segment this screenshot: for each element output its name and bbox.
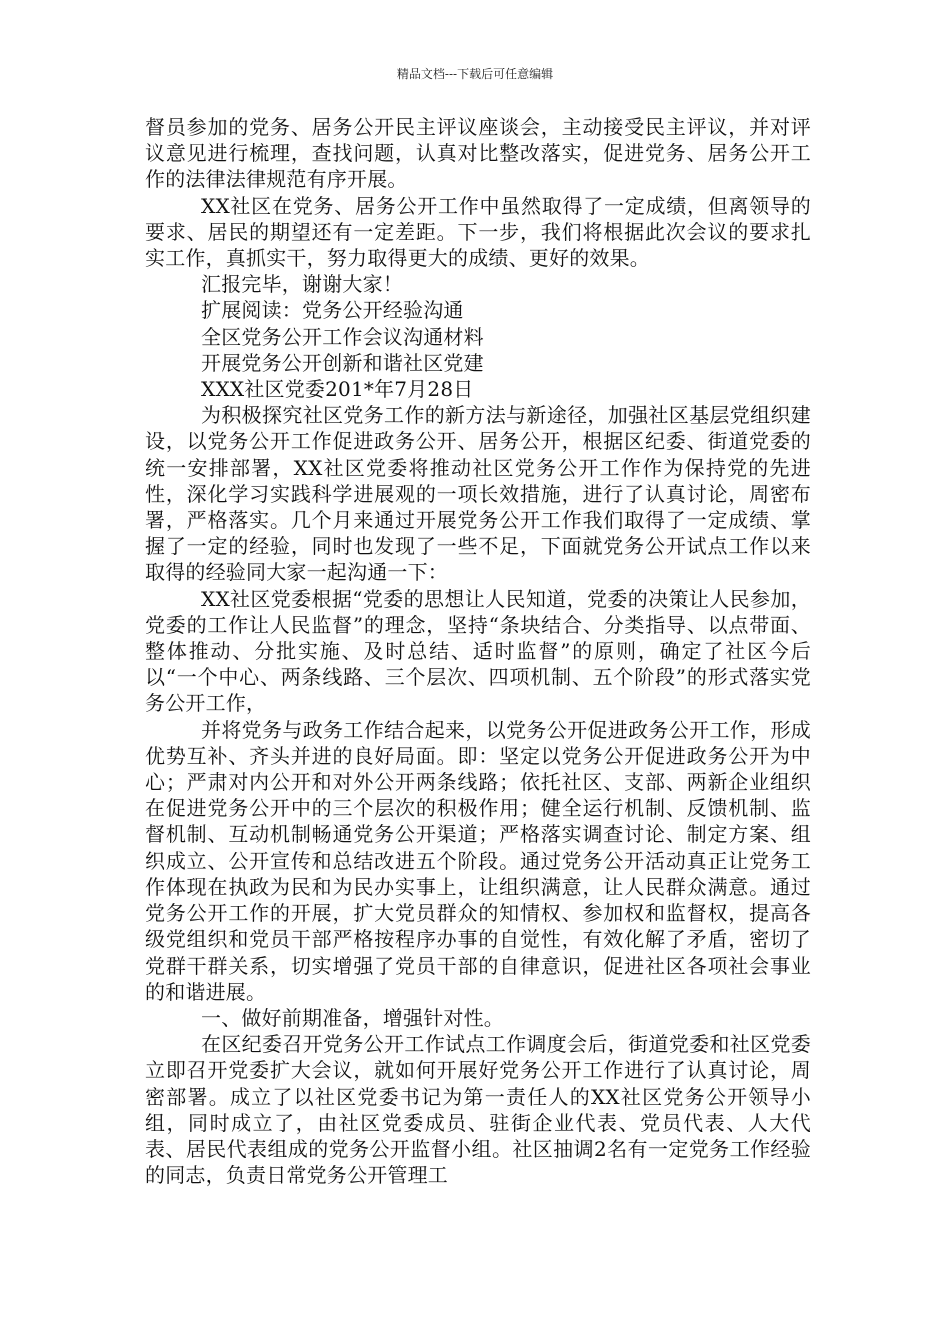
paragraph-1: 督员参加的党务、居务公开民主评议座谈会，主动接受民主评议，并对评议意见进行梳理，查找问题，认真对比整改落实，促进党务、居务公开工作的法律法律规范有序开展。	[145, 115, 811, 192]
paragraph-7: XXX社区党委201*年7月28日	[201, 377, 474, 402]
paragraph-8: 为积极探究社区党务工作的新方法与新途径，加强社区基层党组织建设，以党务公开工作促进政务公开、居务公开，根据区纪委、街道党委的统一安排部署，XX社区党委将推动社区党务公开工作作为保持党的先进性，深化学习实践科学进展观的一项长效措施，进行了认真讨论，周密布署，严格落实。几个月来通过开展党务公开工作我们取得了一定成绩、掌握了一定的经验，同时也发现了一些不足，下面就党务公开试点工作以来取得的经验同大家一起沟通一下：	[145, 403, 811, 585]
paragraph-10: 并将党务与政务工作结合起来，以党务公开促进政务公开工作，形成优势互补、齐头并进的良好局面。即：坚定以党务公开促进政务公开为中心；严肃对内公开和对外公开两条线路；依托社区、支部、两新企业组织在促进党务公开中的三个层次的积极作用；健全运行机制、反馈机制、监督机制、互动机制畅通党务公开渠道；严格落实调查讨论、制定方案、组织成立、公开宣传和总结改进五个阶段。通过党务公开活动真正让党务工作体现在执政为民和为民办实事上，让组织满意，让人民群众满意。通过党务公开工作的开展，扩大党员群众的知情权、参加权和监督权，提高各级党组织和党员干部严格按程序办事的自觉性，有效化解了矛盾，密切了党群干群关系，切实增强了党员干部的自律意识，促进社区各项社会事业的和谐进展。	[145, 717, 811, 1004]
paragraph-4: 扩展阅读：党务公开经验沟通	[201, 298, 464, 323]
paragraph-9: XX社区党委根据“党委的思想让人民知道，党委的决策让人民参加，党委的工作让人民监督”的理念，坚持“条块结合、分类指导、以点带面、整体推动、分批实施、及时总结、适时监督”的原则，确定了社区今后以“一个中心、两条线路、三个层次、四项机制、五个阶段”的形式落实党务公开工作，	[145, 586, 811, 716]
paragraph-6: 开展党务公开创新和谐社区党建	[201, 350, 484, 375]
paragraph-2: XX社区在党务、居务公开工作中虽然取得了一定成绩，但离领导的要求、居民的期望还有一定差距。下一步，我们将根据此次会议的要求扎实工作，真抓实干，努力取得更大的成绩、更好的效果。	[145, 193, 811, 271]
paragraph-11: 一、做好前期准备，增强针对性。	[201, 1005, 504, 1030]
paragraph-3: 汇报完毕，谢谢大家！	[201, 272, 403, 297]
document-body	[145, 114, 811, 1188]
paragraph-5: 全区党务公开工作会议沟通材料	[201, 324, 484, 349]
paragraph-12: 在区纪委召开党务公开工作试点工作调度会后，街道党委和社区党委立即召开党委扩大会议，就如何开展好党务公开工作进行了认真讨论，周密部署。成立了以社区党委书记为第一责任人的XX社区党务公开领导小组，同时成立了，由社区党委成员、驻街企业代表、党员代表、人大代表、居民代表组成的党务公开监督小组。社区抽调2名有一定党务工作经验的同志，负责日常党务公开管理工	[145, 1032, 811, 1188]
page-header: 精品文档---下载后可任意编辑	[396, 67, 554, 81]
